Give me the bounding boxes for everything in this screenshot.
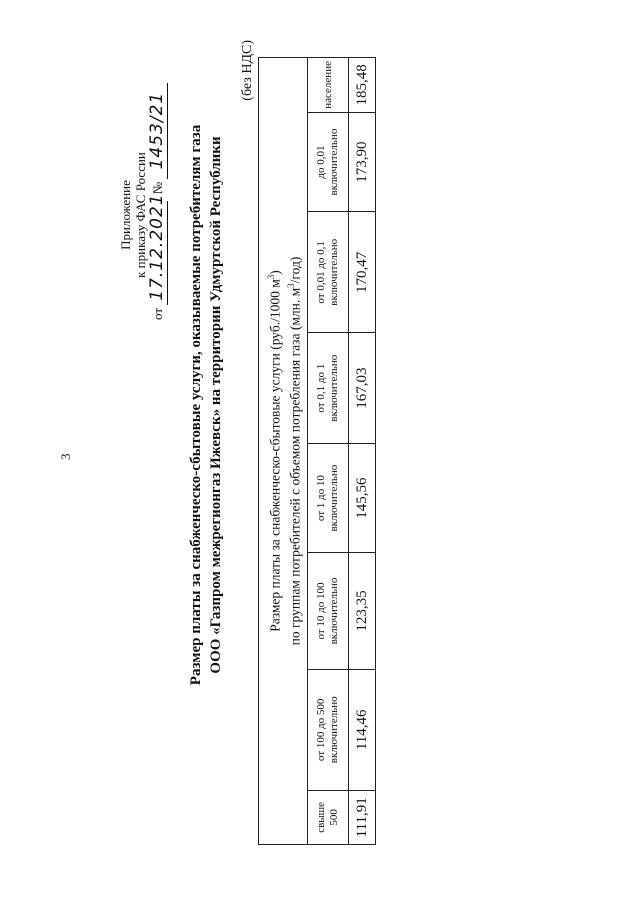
header-line-2-text: по группам потребителей с объемом потребления газа (млн. м [287,287,303,646]
document-title [186,45,226,765]
header-line-1-text: Размер платы за снабженческо-сбытовые услуги (руб./1000 м [267,279,282,632]
tariff-table [258,57,376,845]
table-cell-value: 123,35 [349,553,376,670]
table-cell-value: 111,91 [349,790,376,844]
table-main-header [259,58,308,845]
column-header: свыше 500 [308,790,349,844]
table-cell-value: 167,03 [349,333,376,444]
header-line-1-sup: 3 [265,274,276,280]
header-line-2-sup: 3 [286,283,296,288]
header-line-2-suffix: /год) [287,256,303,284]
appendix-order-ref: к приказу ФАС России [133,152,148,278]
document-title-line-1: Размер платы за снабженческо-сбытовые услуги, оказываемые потребителям газа [188,124,204,686]
table-cell-value: 173,90 [349,112,376,212]
page-number: 3 [58,453,73,460]
column-header: население [308,58,349,113]
column-header: от 100 до 500 включительно [308,669,349,790]
column-header: от 0,01 до 0,1 включительно [308,212,349,333]
column-header: до 0,01 включительно [308,112,349,212]
order-date-number-line [147,60,168,320]
table-cell-value: 114,46 [349,669,376,790]
column-header: от 10 до 100 включительно [308,553,349,670]
column-header: от 1 до 10 включительно [308,444,349,553]
number-prefix: № [150,181,165,195]
from-prefix: от [150,307,165,320]
appendix-title: Приложение [118,180,133,250]
document-title-line-2: ООО «Газпром межрегионгаз Ижевск» на территории Удмуртской Республики [208,136,224,674]
handwritten-order-number: 1453/21 [147,83,168,179]
table-cell-value: 145,56 [349,444,376,553]
table-header-line-2 [283,61,304,841]
table-header-line-1 [263,61,284,841]
table-row [349,58,376,845]
column-header: от 0,1 до 1 включительно [308,333,349,444]
handwritten-order-date: 17.12.2021 [147,201,168,305]
table-cell-value: 185,48 [349,58,376,113]
appendix-block [118,115,148,315]
table-column-headers [308,58,349,845]
vat-note: (без НДС) [240,40,255,101]
table-cell-value: 170,47 [349,212,376,333]
header-line-1-suffix: ) [267,270,282,275]
